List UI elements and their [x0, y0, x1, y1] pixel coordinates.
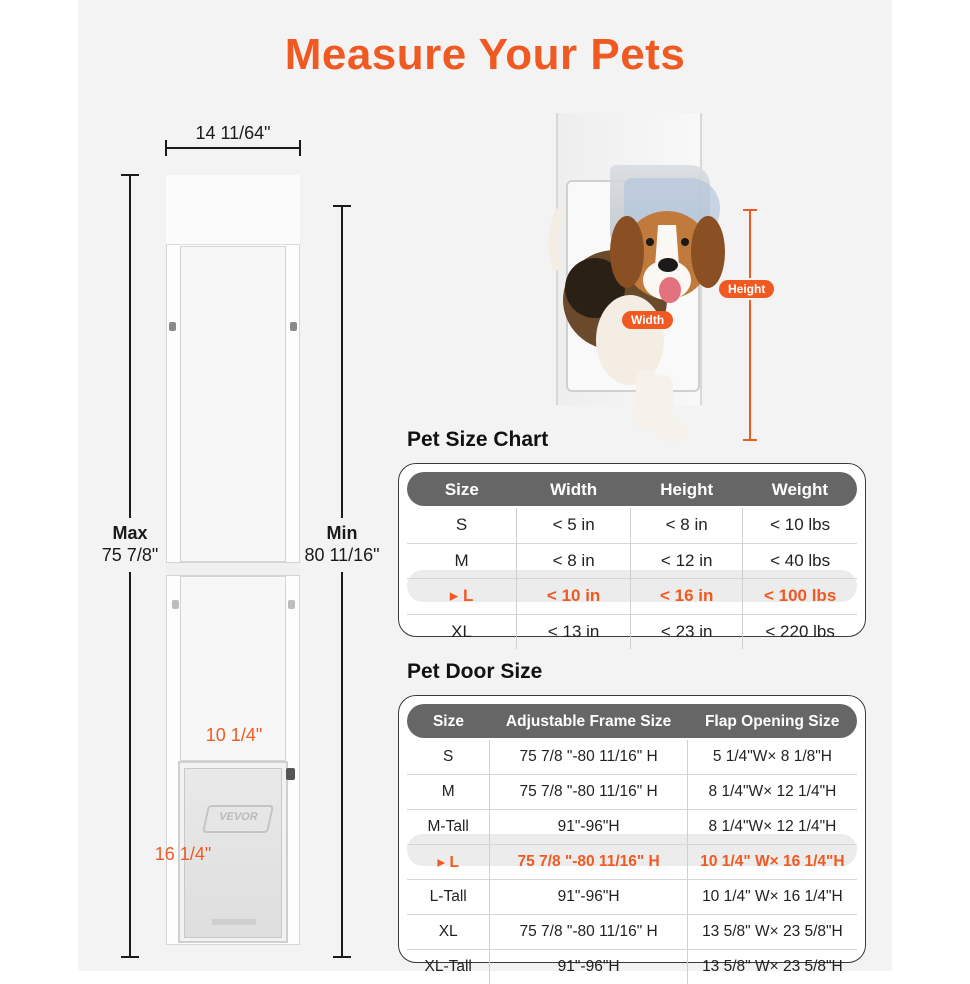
table-cell: < 16 in [631, 579, 743, 615]
pet-size-chart-table [398, 463, 866, 637]
max-value: 75 7/8" [88, 544, 172, 566]
header-cell: Width [517, 472, 631, 508]
table-cell: 13 5/8" W× 23 5/8"H [687, 950, 857, 984]
table-cell: ▸ L [407, 579, 517, 615]
header-cell: Height [631, 472, 743, 508]
door-bracket-right [288, 600, 295, 609]
flap-width-label: 10 1/4" [182, 724, 286, 746]
table-cell: < 23 in [631, 614, 743, 649]
door-rail [166, 562, 300, 576]
max-title: Max [88, 522, 172, 544]
height-pill: Height [719, 280, 774, 298]
table-cell: 91"-96"H [490, 810, 687, 845]
pet-size-grid [407, 472, 857, 649]
table-cell: S [407, 740, 490, 775]
table-row [407, 950, 857, 984]
table-cell: 10 1/4" W× 16 1/4"H [687, 880, 857, 915]
flap-lock-icon [286, 768, 295, 780]
table-row [407, 915, 857, 950]
min-value: 80 11/16" [296, 544, 388, 566]
table-row [407, 775, 857, 810]
door-bolt-left [169, 322, 176, 331]
table-cell: < 10 in [517, 579, 631, 615]
door-bolt-right [290, 322, 297, 331]
table-row [407, 579, 857, 615]
door-header [166, 175, 300, 245]
pet-size-chart-title: Pet Size Chart [407, 428, 548, 452]
pet-door-size-table [398, 695, 866, 963]
table-cell: 75 7/8 "-80 11/16" H [490, 915, 687, 950]
table-cell: 75 7/8 "-80 11/16" H [490, 775, 687, 810]
flap-height-label: 16 1/4" [140, 843, 226, 865]
table-cell: < 12 in [631, 543, 743, 579]
table-cell: M-Tall [407, 810, 490, 845]
pet-door-size-header-row [407, 704, 857, 740]
table-cell: 91"-96"H [490, 950, 687, 984]
table-row [407, 740, 857, 775]
table-cell: 10 1/4" W× 16 1/4"H [687, 845, 857, 880]
table-cell: < 8 in [517, 543, 631, 579]
min-label [296, 522, 388, 566]
table-cell: 8 1/4"W× 12 1/4"H [687, 775, 857, 810]
pet-door-grid [407, 704, 857, 984]
table-cell: 75 7/8 "-80 11/16" H [490, 845, 687, 880]
table-row [407, 810, 857, 845]
table-cell: S [407, 508, 517, 543]
pet-door-size-title: Pet Door Size [407, 660, 542, 684]
top-width-label: 14 11/64" [166, 122, 300, 144]
table-cell: < 13 in [517, 614, 631, 649]
header-cell: Flap Opening Size [687, 704, 857, 740]
table-row [407, 614, 857, 649]
table-cell: XL [407, 614, 517, 649]
vevor-logo: VEVOR [202, 805, 274, 833]
table-cell: < 220 lbs [743, 614, 857, 649]
header-cell: Adjustable Frame Size [490, 704, 687, 740]
table-cell: 91"-96"H [490, 880, 687, 915]
door-upper-glass [180, 246, 286, 562]
table-row [407, 845, 857, 880]
table-cell: XL [407, 915, 490, 950]
table-cell: 13 5/8" W× 23 5/8"H [687, 915, 857, 950]
min-title: Min [296, 522, 388, 544]
pet-size-chart-header-row [407, 472, 857, 508]
table-cell: < 5 in [517, 508, 631, 543]
table-cell: XL-Tall [407, 950, 490, 984]
table-cell: 8 1/4"W× 12 1/4"H [687, 810, 857, 845]
table-row [407, 543, 857, 579]
header-cell: Size [407, 704, 490, 740]
max-label [88, 522, 172, 566]
table-row [407, 508, 857, 543]
door-bracket-left [172, 600, 179, 609]
table-cell: < 40 lbs [743, 543, 857, 579]
table-cell: M [407, 775, 490, 810]
table-cell: < 8 in [631, 508, 743, 543]
header-cell: Size [407, 472, 517, 508]
header-cell: Weight [743, 472, 857, 508]
table-cell: ▸ L [407, 845, 490, 880]
table-cell: 5 1/4"W× 8 1/8"H [687, 740, 857, 775]
width-pill: Width [622, 311, 673, 329]
table-cell: < 100 lbs [743, 579, 857, 615]
table-cell: 75 7/8 "-80 11/16" H [490, 740, 687, 775]
page-title: Measure Your Pets [0, 30, 970, 80]
flap-plate [212, 919, 256, 925]
table-cell: < 10 lbs [743, 508, 857, 543]
table-row [407, 880, 857, 915]
table-cell: M [407, 543, 517, 579]
table-cell: L-Tall [407, 880, 490, 915]
